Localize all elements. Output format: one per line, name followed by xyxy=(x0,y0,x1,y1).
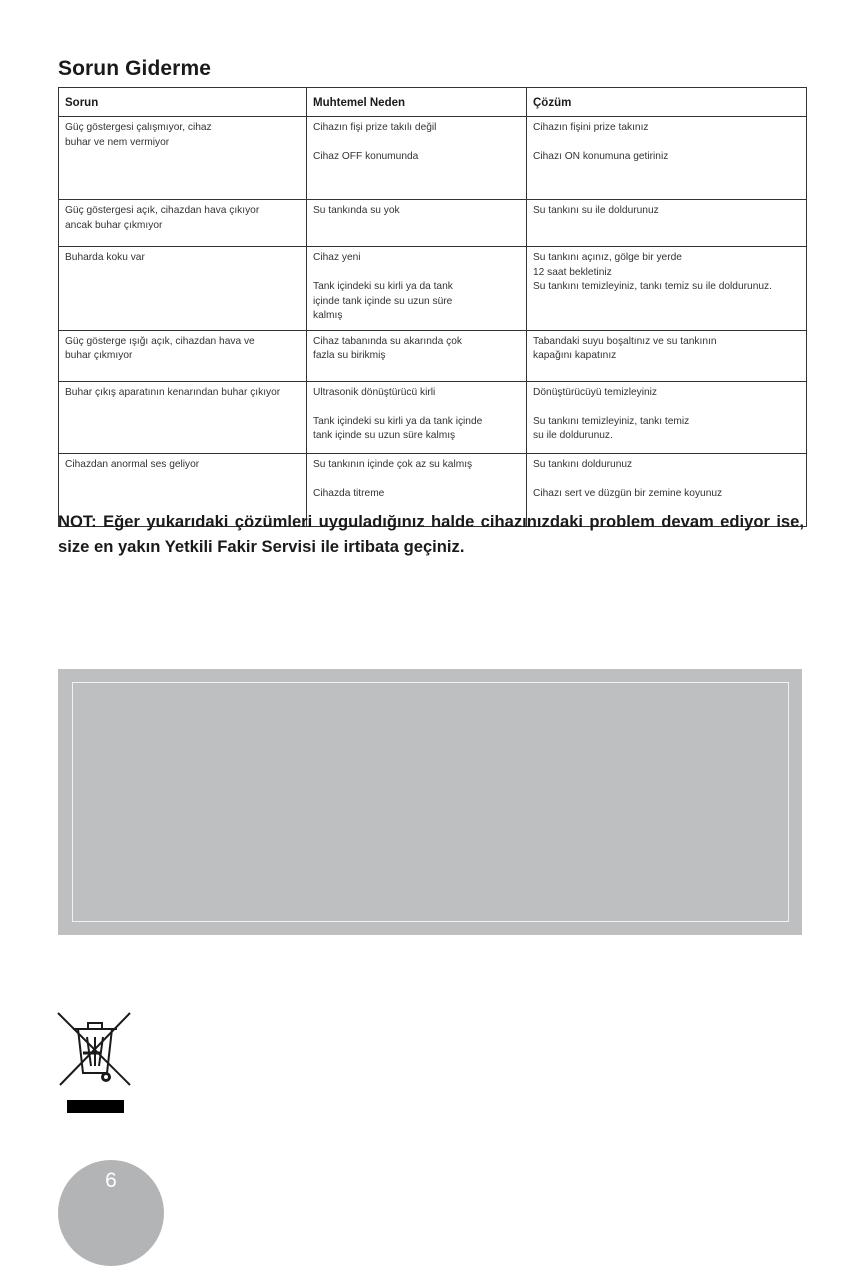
cause-paragraph xyxy=(313,150,520,165)
cause-paragraph xyxy=(313,280,520,324)
cause-text: Su tankının içinde çok az su kalmış xyxy=(313,458,473,470)
service-note: NOT: Eğer yukarıdaki çözümleri uyguladığınız halde cihazınızdaki problem devam ediyor ise, size en yakın Yetkili Fakir Servisi ile irtibata geçiniz. xyxy=(58,512,804,556)
solution-text: Dönüştürücüyü temizleyiniz xyxy=(533,386,658,398)
cause-text: Cihaz OFF konumunda xyxy=(313,151,419,162)
cause-text: fazla su birikmiş xyxy=(313,350,386,361)
problem-text: ancak buhar çıkmıyor xyxy=(65,219,163,231)
cause-cell xyxy=(307,381,527,453)
weee-bin-icon xyxy=(56,1011,134,1115)
cause-text: tank içinde su uzun süre kalmış xyxy=(313,430,456,441)
solution-paragraph xyxy=(533,150,800,165)
problem-cell xyxy=(59,381,307,453)
solution-text: Su tankını açınız, gölge bir yerde xyxy=(533,252,682,263)
cause-text: Su tankında su yok xyxy=(313,205,400,216)
solution-paragraph xyxy=(533,415,800,444)
problem-cell xyxy=(59,200,307,247)
table-header-row xyxy=(59,88,807,117)
solution-text: kapağını kapatınız xyxy=(533,350,617,361)
troubleshooting-table xyxy=(58,87,807,527)
page-number-badge xyxy=(58,1160,164,1266)
table-row xyxy=(59,330,807,381)
cause-text: Cihazın fişi prize takılı değil xyxy=(313,122,437,133)
problem-text: Buharda koku var xyxy=(65,252,145,263)
solution-cell xyxy=(527,117,807,200)
solution-text: Cihazın fişini prize takınız xyxy=(533,122,649,133)
problem-cell xyxy=(59,247,307,331)
header-solution: Çözüm xyxy=(527,88,807,117)
solution-cell xyxy=(527,200,807,247)
solution-cell xyxy=(527,247,807,331)
cause-text: kalmış xyxy=(313,310,343,321)
cause-paragraph xyxy=(313,487,520,502)
cause-cell xyxy=(307,330,527,381)
cause-text: Cihazda titreme xyxy=(313,487,385,499)
solution-text: Su tankını doldurunuz xyxy=(533,458,633,470)
gray-info-box-frame xyxy=(72,682,789,922)
cause-paragraph xyxy=(313,251,520,266)
solution-paragraph xyxy=(533,487,800,502)
cause-paragraph xyxy=(313,458,520,473)
solution-text: su ile doldurunuz. xyxy=(533,430,613,441)
problem-text: buhar çıkmıyor xyxy=(65,350,133,361)
cause-text: Ultrasonik dönüştürücü kirli xyxy=(313,386,436,398)
cause-paragraph xyxy=(313,386,520,401)
cause-text: Cihaz yeni xyxy=(313,252,361,263)
cause-paragraph xyxy=(313,415,520,444)
problem-text: buhar ve nem vermiyor xyxy=(65,136,170,148)
problem-cell xyxy=(59,117,307,200)
problem-text: Güç gösterge ışığı açık, cihazdan hava ve xyxy=(65,335,255,347)
cause-paragraph xyxy=(313,335,520,364)
solution-text: Cihazı ON konumuna getiriniz xyxy=(533,151,669,162)
problem-text: Buhar çıkış aparatının kenarından buhar çıkıyor xyxy=(65,386,281,398)
solution-text: 12 saat bekletiniz xyxy=(533,266,612,278)
solution-text: Tabandaki suyu boşaltınız ve su tankının xyxy=(533,335,717,347)
cause-text: içinde tank içinde su uzun süre xyxy=(313,295,453,307)
table-row xyxy=(59,381,807,453)
cause-cell xyxy=(307,200,527,247)
solution-paragraph xyxy=(533,204,800,219)
solution-text: Su tankını temizleyiniz, tankı temiz xyxy=(533,415,690,427)
problem-cell xyxy=(59,330,307,381)
gray-info-box xyxy=(58,669,802,935)
cause-cell xyxy=(307,247,527,331)
solution-paragraph xyxy=(533,251,800,295)
table-row xyxy=(59,117,807,200)
cause-cell xyxy=(307,117,527,200)
cause-text: Cihaz tabanında su akarında çok xyxy=(313,335,462,347)
cause-paragraph xyxy=(313,204,520,219)
solution-paragraph xyxy=(533,335,800,364)
solution-text: Su tankını su ile doldurunuz xyxy=(533,205,659,216)
cause-text: Tank içindeki su kirli ya da tank xyxy=(313,281,453,292)
solution-paragraph xyxy=(533,386,800,401)
solution-paragraph xyxy=(533,458,800,473)
table-row xyxy=(59,200,807,247)
table-row xyxy=(59,247,807,331)
solution-text: Su tankını temizleyiniz, tankı temiz su ile doldurunuz. xyxy=(533,281,772,292)
solution-cell xyxy=(527,381,807,453)
problem-text: Güç göstergesi açık, cihazdan hava çıkıyor xyxy=(65,205,260,216)
cause-text: Tank içindeki su kirli ya da tank içinde xyxy=(313,415,483,427)
problem-text: Güç göstergesi çalışmıyor, cihaz xyxy=(65,122,212,133)
solution-text: Cihazı sert ve düzgün bir zemine koyunuz xyxy=(533,487,723,499)
solution-cell xyxy=(527,330,807,381)
solution-paragraph xyxy=(533,121,800,136)
page-number: 6 xyxy=(105,1169,117,1192)
cause-paragraph xyxy=(313,121,520,136)
header-problem: Sorun xyxy=(59,88,307,117)
header-cause: Muhtemel Neden xyxy=(307,88,527,117)
problem-text: Cihazdan anormal ses geliyor xyxy=(65,458,200,470)
page-title: Sorun Giderme xyxy=(58,57,211,80)
